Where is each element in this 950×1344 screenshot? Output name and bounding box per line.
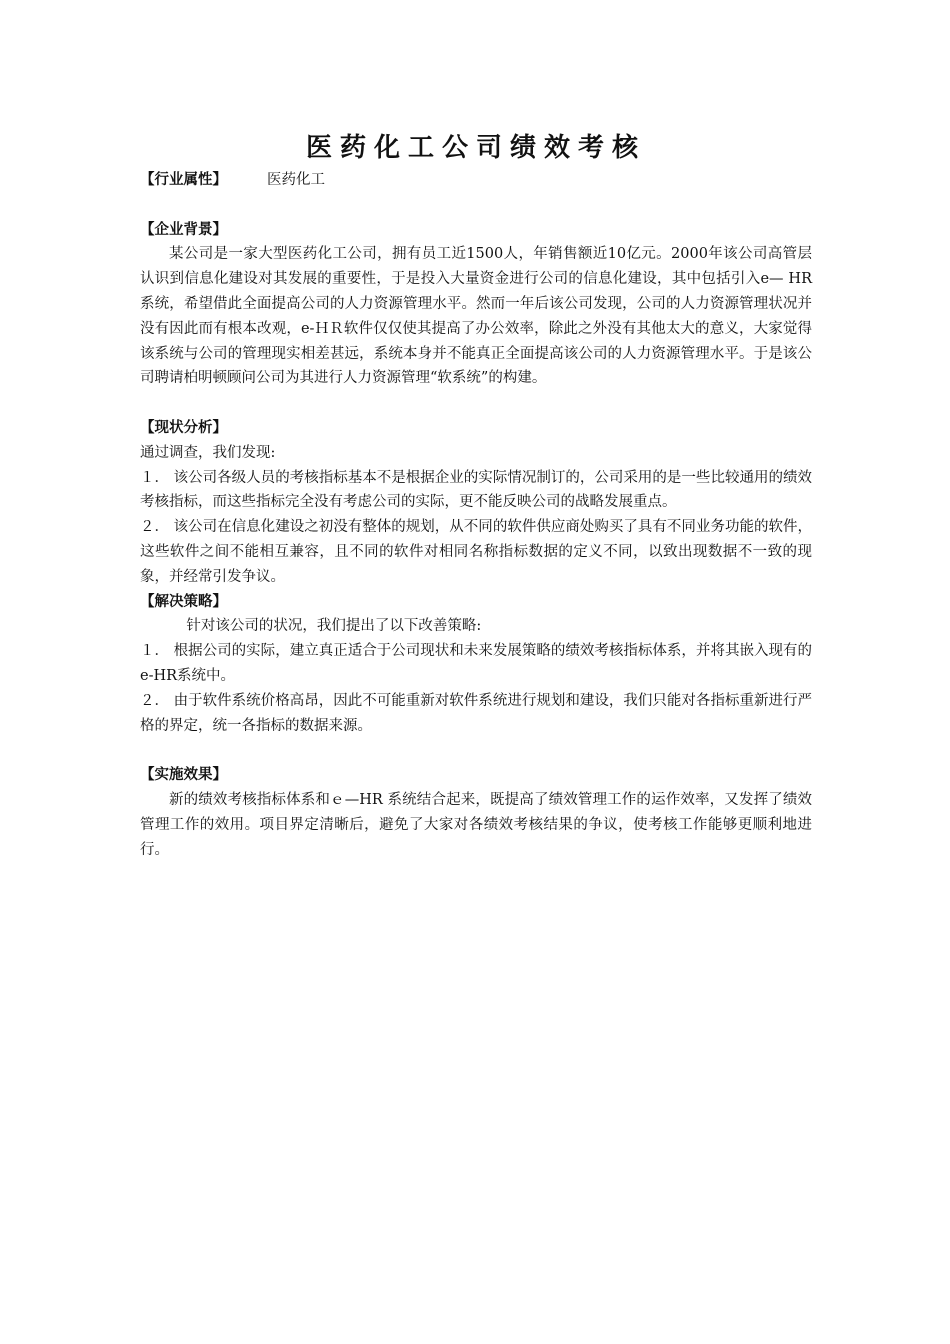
effect-heading: 【实施效果】 [140, 767, 227, 784]
background-paragraph: 某公司是一家大型医药化工公司，拥有员工近1500人，年销售额近10亿元。2000年该公司高管层认识到信息化建设对其发展的重要性，于是投入大量资金进行公司的信息化建设，其中包括引入e— HR 系统，希望借此全面提高公司的人力资源管理水平。然而一年后该公司发现，公司的人力资源管理状况并没有因此而有根本改观，e-ＨＲ软件仅仅使其提高了办公效率，除此之外没有其他太大的意义，大家觉得该系统与公司的管理现实相差甚远，系统本身并不能真正全面提高该公司的人力资源管理水平。于是该公司聘请柏明顿顾问公司为其进行人力资源管理“软系统”的构建。 [140, 246, 812, 387]
strategy-item-2: ２． 由于软件系统价格高昂，因此不可能重新对软件系统进行规划和建设，我们只能对各指标重新进行严格的界定，统一各指标的数据来源。 [140, 692, 812, 734]
document-title: 医药化工公司绩效考核 [305, 133, 646, 163]
strategy-intro: 针对该公司的状况，我们提出了以下改善策略: [186, 618, 482, 635]
spacer [140, 738, 812, 763]
strategy-heading: 【解决策略】 [140, 593, 227, 610]
industry-attribute-row [140, 168, 812, 193]
analysis-item-1: １． 该公司各级人员的考核指标基本不是根据企业的实际情况制订的，公司采用的是一些比较通用的绩效考核指标，而这些指标完全没有考虑公司的实际，更不能反映公司的战略发展重点。 [140, 469, 812, 511]
analysis-item-2: ２． 该公司在信息化建设之初没有整体的规划，从不同的软件供应商处购买了具有不同业务功能的软件，这些软件之间不能相互兼容，且不同的软件对相同名称指标数据的定义不同，以致出现数据不一致的现象，并经常引发争议。 [140, 519, 812, 585]
industry-attribute-value: 医药化工 [267, 172, 325, 188]
spacer [140, 193, 812, 218]
industry-attribute-label: 【行业属性】 [140, 172, 227, 188]
effect-paragraph: 新的绩效考核指标体系和ｅ—HR 系统结合起来，既提高了绩效管理工作的运作效率，又发挥了绩效管理工作的效用。项目界定清晰后，避免了大家对各绩效考核结果的争议，使考核工作能够更顺利地进行。 [140, 791, 812, 858]
spacer [140, 391, 812, 416]
background-heading: 【企业背景】 [140, 221, 227, 238]
strategy-item-1: １． 根据公司的实际，建立真正适合于公司现状和未来发展策略的绩效考核指标体系，并将其嵌入现有的e-HR系统中。 [140, 643, 812, 684]
analysis-intro: 通过调查，我们发现: [140, 444, 276, 461]
document-page [140, 128, 812, 862]
analysis-heading: 【现状分析】 [140, 419, 227, 436]
